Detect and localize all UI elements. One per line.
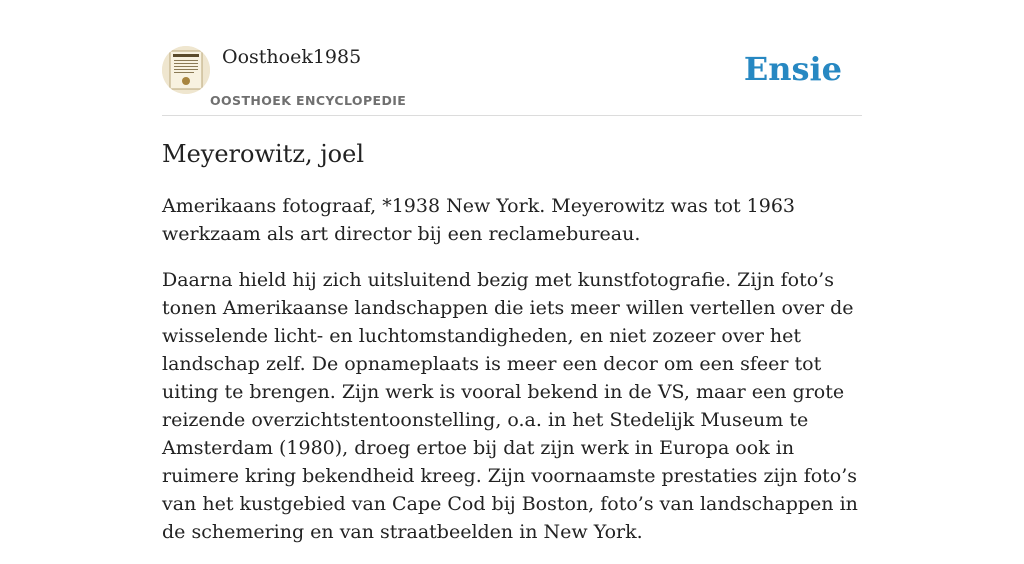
article-paragraph: Daarna hield hij zich uitsluitend bezig met kunstfotografie. Zijn foto’s tonen Amerikaanse landschappen die iets meer willen vertellen over de wisselende licht- en luchtomstandigheden, en niet zozeer over het landschap zelf. De opnameplaats is meer een decor om een sfeer tot uiting te brengen. Zijn werk is vooral bekend in de VS, maar een grote reizende overzichtstentoonstelling, o.a. in het Stedelijk Museum te Amsterdam (1980), droeg ertoe bij dat zijn werk in Europa ook in ruimere kring bekendheid kreeg. Zijn voornaamste prestaties zijn foto’s van het kustgebied van Cape Cod bij Boston, foto’s van landschappen in de schemering en van straatbeelden in New York. <box>162 269 858 543</box>
article-paragraph: Amerikaans fotograaf, *1938 New York. Meyerowitz was tot 1963 werkzaam als art director bij een reclamebureau. <box>162 195 795 245</box>
encyclopedia-certificate-icon <box>162 46 210 94</box>
article-title: Meyerowitz, joel <box>162 140 364 168</box>
avatar[interactable] <box>162 46 210 94</box>
source-label[interactable]: OOSTHOEK ENCYCLOPEDIE <box>210 93 407 108</box>
author-link[interactable]: Oosthoek1985 <box>222 46 362 68</box>
article-body <box>162 192 862 564</box>
header-divider <box>162 115 862 116</box>
ensie-logo[interactable]: Ensie <box>743 50 842 88</box>
